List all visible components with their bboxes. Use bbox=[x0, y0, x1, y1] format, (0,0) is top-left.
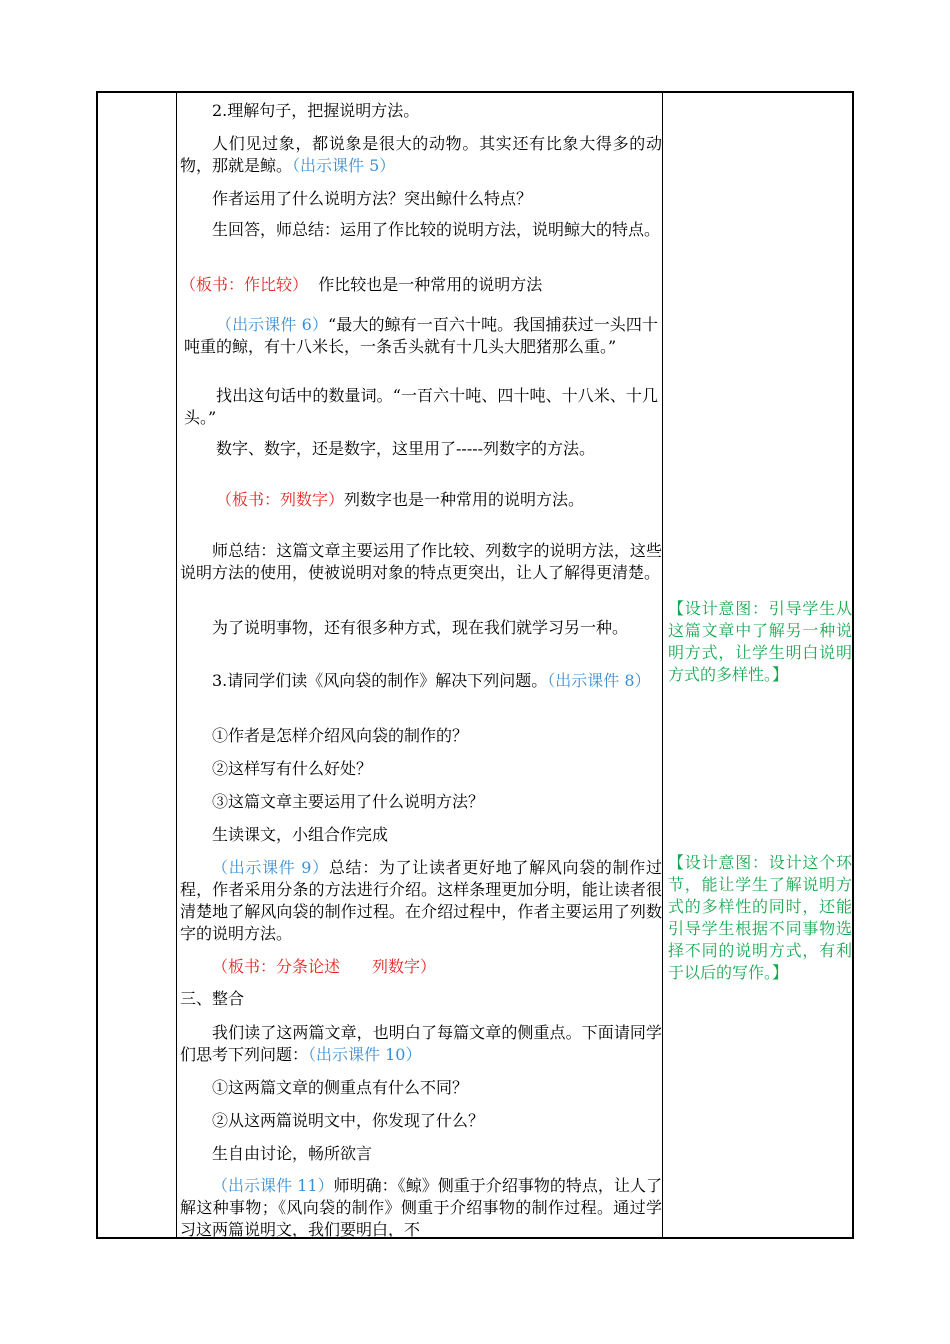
question-1: ①作者是怎样介绍风向袋的制作的？ bbox=[212, 726, 469, 745]
column-divider-2 bbox=[662, 93, 663, 1237]
board-note-comparison bbox=[180, 274, 662, 296]
board-text: 作比较也是一种常用的说明方法 bbox=[318, 275, 543, 294]
numbers-method: 数字、数字，还是数字，这里用了-----列数字的方法。 bbox=[216, 439, 596, 458]
column-divider-1 bbox=[176, 93, 177, 1237]
paragraph-text: 人们见过象，都说象是很大的动物。其实还有比象大得多的动物，那就是鲸。 bbox=[180, 134, 662, 175]
question-method: 作者运用了什么说明方法？突出鲸什么特点？ bbox=[212, 189, 533, 208]
courseware-ref: （出示课件 10） bbox=[308, 1045, 422, 1064]
board-label: （板书：作比较） bbox=[180, 275, 309, 294]
step-heading-3 bbox=[180, 670, 662, 692]
discussion-question-1: ①这两篇文章的侧重点有什么不同？ bbox=[212, 1078, 469, 1097]
lesson-table bbox=[96, 91, 854, 1239]
courseware-ref: （出示课件 9） bbox=[212, 858, 329, 877]
courseware-ref: （出示课件 5） bbox=[292, 156, 396, 175]
answer-summary: 生回答，师总结：运用了作比较的说明方法，说明鲸大的特点。 bbox=[212, 220, 661, 239]
question-2: ②这样写有什么好处？ bbox=[212, 759, 373, 778]
board-label: （板书：列数字） bbox=[216, 490, 345, 509]
group-work: 生读课文，小组合作完成 bbox=[212, 825, 389, 844]
courseware-ref: （出示课件 6） bbox=[216, 315, 328, 334]
find-numbers: 找出这句话中的数量词。“一百六十吨、四十吨、十八米、十几头。” bbox=[184, 386, 658, 427]
design-intent-note-1: 【设计意图：引导学生从这篇文章中了解另一种说明方式，让学生明白说明方式的多样性。】 bbox=[668, 599, 852, 684]
step-text: 3.请同学们读《风向袋的制作》解决下列问题。 bbox=[212, 671, 548, 690]
teacher-summary: 师总结：这篇文章主要运用了作比较、列数字的说明方法，这些说明方法的使用，使被说明对象的特点更突出，让人了解得更清楚。 bbox=[180, 541, 662, 582]
conclusion-text: 师明确：《鲸》侧重于介绍事物的特点，让人了解这种事物；《风向袋的制作》侧重于介绍事物的制作过程。通过学习这两篇说明文，我们要明白，不 bbox=[180, 1176, 662, 1239]
design-intent-column bbox=[666, 93, 854, 1237]
step-heading-2: 2.理解句子，把握说明方法。 bbox=[212, 101, 420, 120]
question-3: ③这篇文章主要运用了什么说明方法？ bbox=[212, 792, 485, 811]
quote-text: “最大的鲸有一百六十吨。我国捕获过一头四十吨重的鲸，有十八米长，一条舌头就有十几头大肥猪那么重。” bbox=[184, 315, 658, 356]
transition-text: 为了说明事物，还有很多种方式，现在我们就学习另一种。 bbox=[212, 618, 629, 637]
integration-intro bbox=[180, 1022, 662, 1066]
board-note-numbers bbox=[184, 489, 658, 511]
board-text: 列数字也是一种常用的说明方法。 bbox=[344, 490, 585, 509]
courseware-ref: （出示课件 11） bbox=[212, 1176, 334, 1195]
intro-text: 我们读了这两篇文章，也明白了每篇文章的侧重点。下面请同学们思考下列问题： bbox=[180, 1023, 662, 1064]
paragraph-elephant bbox=[180, 133, 662, 177]
teacher-conclusion bbox=[180, 1175, 662, 1241]
summary-windsock bbox=[180, 857, 662, 945]
quote-whale bbox=[184, 314, 658, 358]
free-discussion: 生自由讨论，畅所欲言 bbox=[212, 1144, 373, 1163]
board-note-sections: （板书：分条论述 列数字） bbox=[212, 957, 437, 976]
courseware-ref: （出示课件 8） bbox=[547, 671, 651, 690]
discussion-question-2: ②从这两篇说明文中，你发现了什么？ bbox=[212, 1111, 485, 1130]
design-intent-note-2: 【设计意图：设计这个环节，能让学生了解说明方式的多样性的同时，还能引导学生根据不同事物选择不同的说明方式，有利于以后的写作。】 bbox=[668, 853, 852, 982]
section-heading-integration: 三、整合 bbox=[180, 989, 245, 1008]
summary-text: 总结：为了让读者更好地了解风向袋的制作过程，作者采用分条的方法进行介绍。这样条理更加分明，能让读者很清楚地了解风向袋的制作过程。在介绍过程中，作者主要运用了列数字的说明方法。 bbox=[180, 858, 662, 943]
